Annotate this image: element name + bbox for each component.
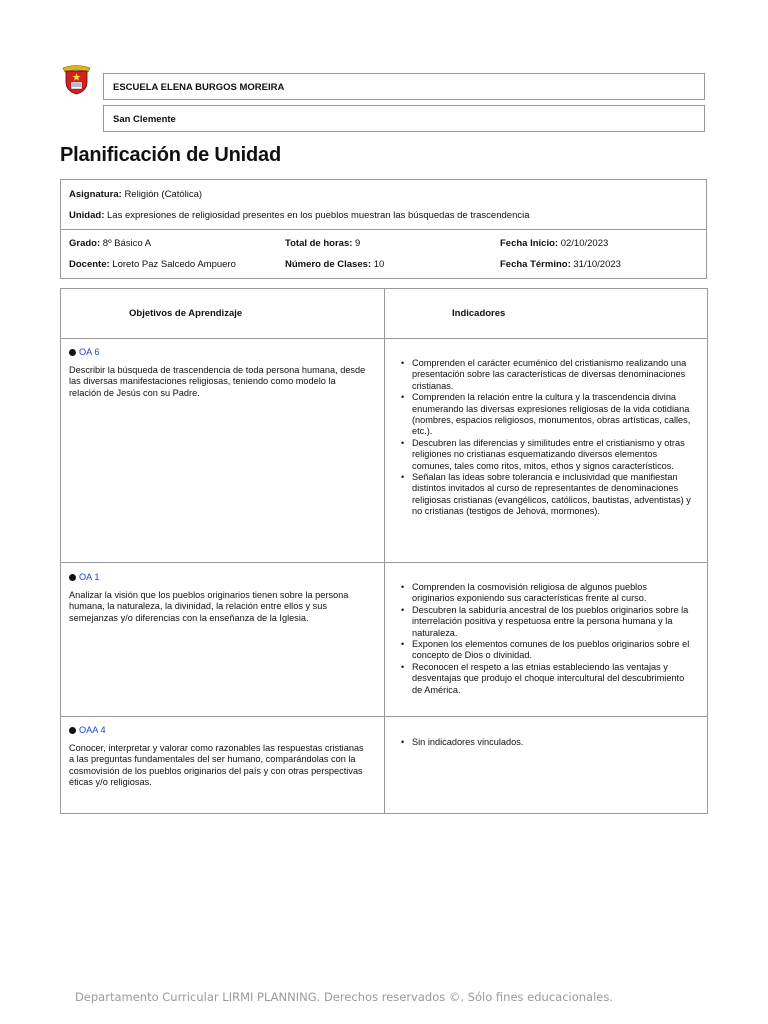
header-indicators: Indicadores [452,308,506,319]
objective-code [69,347,369,357]
list-item: • Comprenden la cosmovisión religiosa de algunos pueblos originarios exponiendo sus características frente al curso. [401,582,691,605]
school-name: ESCUELA ELENA BURGOS MOREIRA [103,73,705,100]
school-logo [60,62,93,95]
objective-text: Conocer, interpretar y valorar como razonables las respuestas cristianas a las preguntas fundamentales del ser humano, comparándolas con la cosmovisión de los pueblos originarios del país y con otras perspectivas éticas y/o religiosas. [69,743,364,788]
objectives-table [60,288,708,814]
objective-code [69,725,369,735]
start-date-field: Fecha Inicio: 02/10/2023 [500,238,609,249]
objective-text: Describir la búsqueda de trascendencia de toda persona humana, desde las diversas manifestaciones religiosas, teniendo como modelo la relación de Jesús con su Padre. [69,365,366,398]
table-row [69,725,369,789]
row-divider [61,338,707,339]
school-city: San Clemente [103,105,705,132]
unit-field: Unidad: Las expresiones de religiosidad presentes en los pueblos muestran las búsquedas de trascendencia [69,210,530,221]
list-item: • Reconocen el respeto a las etnias estableciendo las ventajas y desventajas que produjo el choque intercultural del descubrimiento de América. [401,662,691,696]
indicator-list [401,737,691,748]
page-title: Planificación de Unidad [60,144,281,166]
end-date-field: Fecha Término: 31/10/2023 [500,259,621,270]
divider [61,229,706,230]
list-item: • Señalan las ideas sobre tolerancia e inclusividad que manifiestan distintos invitados al curso de representantes de denominaciones religiosas cristianas (evangélicos, católicos, bautistas, adventistas) y no cristianas (testigos de Jehová, mormones). [401,472,691,518]
row-divider [61,716,707,717]
list-item: • Sin indicadores vinculados. [401,737,691,748]
objective-code [69,572,369,582]
indicator-list [401,582,691,696]
objective-text: Analizar la visión que los pueblos originarios tienen sobre la persona humana, la naturaleza, la divinidad, la relación entre ellos y sus semejanzas y/o diferencias con la enseñanza de la Iglesia. [69,590,349,623]
subject-field: Asignatura: Religión (Católica) [69,189,203,200]
header-objectives: Objetivos de Aprendizaje [129,308,243,319]
bullet-icon [69,574,76,581]
list-item: • Descubren la sabiduría ancestral de los pueblos originarios sobre la interrelación positiva y respetuosa entre la persona humana y la naturaleza. [401,605,691,639]
objective-code-link[interactable]: OAA 4 [79,725,106,735]
objective-code-link[interactable]: OA 1 [79,572,100,582]
total-hours-field: Total de horas: 9 [285,238,361,249]
bullet-icon [69,727,76,734]
bullet-icon [69,349,76,356]
teacher-field: Docente: Loreto Paz Salcedo Ampuero [69,259,236,270]
grade-field: Grado: 8º Básico A [69,238,152,249]
list-item: • Exponen los elementos comunes de los pueblos originarios sobre el concepto de Dios o divinidad. [401,639,691,662]
table-row [69,347,369,399]
list-item: • Descubren las diferencias y similitudes entre el cristianismo y otras religiones no cristianas esquematizando diversos elementos comunes, tales como ritos, mitos, ethos y signos característicos. [401,438,691,472]
objective-code-link[interactable]: OA 6 [79,347,100,357]
list-item: • Comprenden la relación entre la cultura y la trascendencia divina enumerando las diversas expresiones religiosas de la vida cotidiana (nombres, espacios religiosos, monumentos, obras artísticas, calles, etc.). [401,392,691,438]
footer-note: Departamento Curricular LIRMI PLANNING. Derechos reservados ©. Sólo fines educacionales. [74,990,614,1004]
table-row [69,572,369,624]
class-count-field: Número de Clases: 10 [285,259,385,270]
list-item: • Comprenden el carácter ecuménico del cristianismo realizando una presentación sobre las características de diversas denominaciones cristianas. [401,358,691,392]
unit-info-panel [60,179,707,279]
row-divider [61,562,707,563]
indicator-list [401,358,691,518]
column-divider [384,289,385,813]
